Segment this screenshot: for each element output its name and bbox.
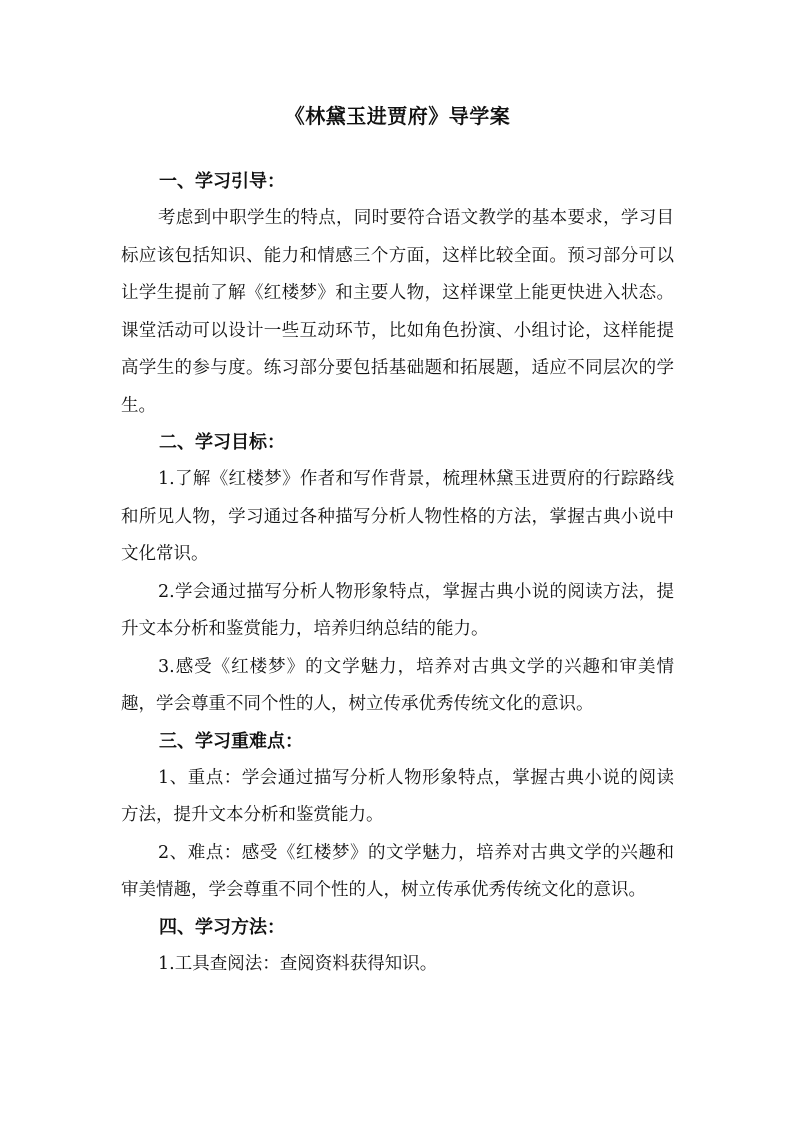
- paragraph: 2、难点：感受《红楼梦》的文学魅力，培养对古典文学的兴趣和审美情趣，学会尊重不同个性的人，树立传承优秀传统文化的意识。: [121, 842, 674, 900]
- paragraph: 1.工具查阅法：查阅资料获得知识。: [158, 953, 438, 974]
- section-heading: 四、学习方法：: [159, 916, 285, 938]
- section-heading: 二、学习目标：: [159, 432, 285, 453]
- paragraph: 1.了解《红楼梦》作者和写作背景，梳理林黛玉进贾府的行踪路线和所见人物，学习通过各种描写分析人物性格的方法，掌握古典小说中文化常识。: [121, 469, 674, 564]
- document-body: [121, 96, 674, 983]
- paragraph: 考虑到中职学生的特点，同时要符合语文教学的基本要求，学习目标应该包括知识、能力和情感三个方面，这样比较全面。预习部分可以让学生提前了解《红楼梦》和主要人物，这样课堂上能更快进入状态。课堂活动可以设计一些互动环节，比如角色扮演、小组讨论，这样能提高学生的参与度。练习部分要包括基础题和拓展题，适应不同层次的学生。: [121, 208, 674, 416]
- document-title: 《林黛玉进贾府》导学案: [284, 104, 511, 128]
- paragraph: 3.感受《红楼梦》的文学魅力，培养对古典文学的兴趣和审美情趣，学会尊重不同个性的人，树立传承优秀传统文化的意识。: [121, 656, 674, 714]
- paragraph: 2.学会通过描写分析人物形象特点，掌握古典小说的阅读方法，提升文本分析和鉴赏能力，培养归纳总结的能力。: [121, 581, 674, 639]
- paragraph: 1、重点：学会通过描写分析人物形象特点，掌握古典小说的阅读方法，提升文本分析和鉴赏能力。: [121, 767, 674, 825]
- section-heading: 三、学习重难点：: [159, 730, 303, 752]
- section-heading: 一、学习引导：: [159, 171, 285, 192]
- section-learning-methods: [121, 910, 674, 984]
- section-key-difficult-points: [121, 724, 674, 910]
- section-learning-objectives: [121, 425, 674, 724]
- section-learning-guide: [121, 164, 674, 425]
